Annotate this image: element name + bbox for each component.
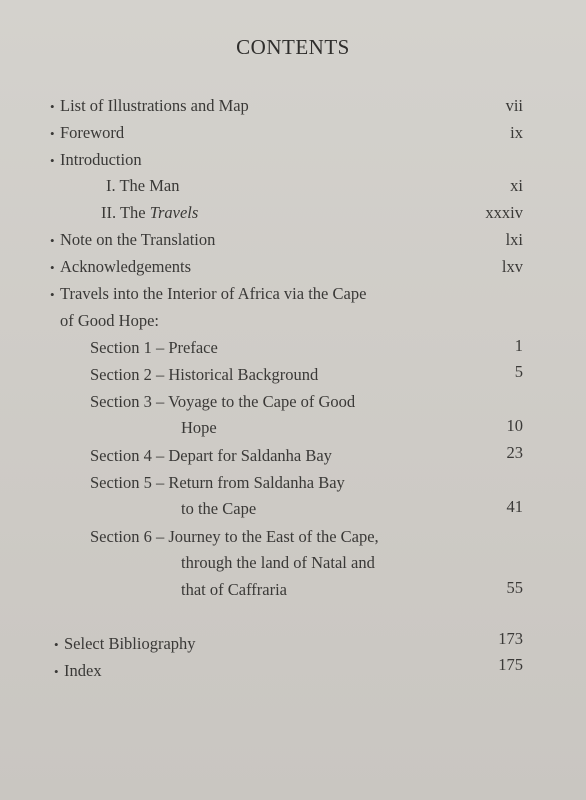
toc-entry-acknowledgements (50, 257, 191, 278)
toc-section-5: Section 5 – Return from Saldanha Bay (90, 473, 345, 492)
toc-label: Travels into the Interior of Africa via the Cape (60, 284, 367, 303)
toc-section-5-continued: to the Cape (181, 499, 257, 518)
toc-label: Introduction (60, 150, 142, 169)
toc-section-6-continued: that of Caffraria (181, 580, 287, 599)
toc-entry-travels (50, 284, 366, 305)
toc-section-1: Section 1 – Preface (90, 338, 218, 357)
toc-page-number: xi (510, 176, 523, 195)
toc-entry-index (54, 661, 102, 682)
toc-section-6-continued: through the land of Natal and (181, 553, 375, 572)
bullet-icon: • (50, 99, 55, 114)
toc-label: List of Illustrations and Map (60, 96, 249, 115)
toc-label: Foreword (60, 123, 125, 142)
toc-section-2: Section 2 – Historical Background (90, 365, 319, 384)
toc-page-number: 175 (498, 655, 523, 674)
bullet-icon: • (54, 637, 59, 652)
toc-entry-bibliography (54, 634, 196, 655)
toc-page-number: vii (505, 96, 523, 115)
toc-label-italic: Travels (149, 203, 199, 222)
toc-page-number: 5 (514, 362, 523, 381)
toc-page-number: 23 (506, 443, 523, 462)
toc-subentry-the-travels (101, 203, 198, 223)
toc-page-number: 1 (514, 336, 523, 355)
toc-entry-translation (50, 230, 215, 251)
toc-section-3-continued: Hope (181, 418, 217, 437)
toc-entry-illustrations (50, 96, 249, 117)
toc-label: Select Bibliography (64, 634, 196, 653)
toc-section-4: Section 4 – Depart for Saldanha Bay (90, 446, 332, 465)
toc-subentry-the-man: I. The Man (106, 176, 180, 195)
toc-entry-foreword (50, 123, 124, 144)
toc-page-number: lxv (501, 257, 523, 276)
bullet-icon: • (50, 287, 55, 302)
toc-page-number: xxxiv (485, 203, 523, 222)
bullet-icon: • (50, 126, 55, 141)
toc-label: Index (64, 661, 102, 680)
toc-label: II. The (101, 203, 150, 222)
toc-page-number: ix (510, 123, 523, 142)
toc-label: Acknowledgements (60, 257, 192, 276)
toc-page-number: lxi (505, 230, 523, 249)
bullet-icon: • (50, 260, 55, 275)
toc-section-6: Section 6 – Journey to the East of the Cape, (90, 527, 379, 546)
contents-heading: CONTENTS (236, 35, 350, 59)
toc-entry-introduction (50, 150, 142, 171)
toc-page-number: 41 (506, 497, 523, 516)
toc-entry-travels-continued: of Good Hope: (60, 311, 159, 330)
toc-section-3: Section 3 – Voyage to the Cape of Good (90, 392, 356, 411)
toc-page-number: 173 (498, 629, 523, 648)
toc-page-number: 55 (506, 578, 523, 597)
bullet-icon: • (54, 664, 59, 679)
bullet-icon: • (50, 233, 55, 248)
bullet-icon: • (50, 153, 55, 168)
toc-label: Note on the Translation (60, 230, 216, 249)
toc-page-number: 10 (506, 416, 523, 435)
